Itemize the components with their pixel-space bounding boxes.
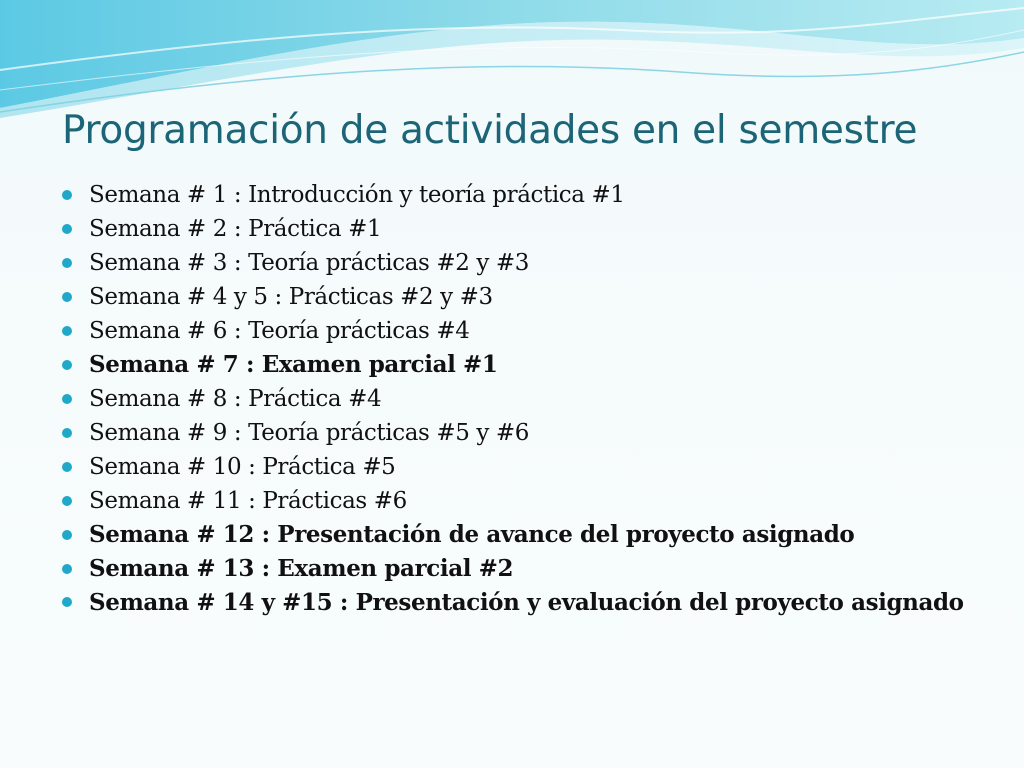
bullet-dot-icon — [62, 224, 72, 234]
bullet-dot-icon — [62, 530, 72, 540]
list-item-text: Semana # 7 : Examen parcial #1 — [89, 351, 498, 378]
bullet-dot-icon — [62, 326, 72, 336]
list-item-text: Semana # 13 : Examen parcial #2 — [89, 555, 514, 582]
list-item — [62, 348, 982, 382]
list-item-text: Semana # 8 : Práctica #4 — [89, 386, 382, 412]
list-item — [62, 280, 982, 314]
bullet-dot-icon — [62, 360, 72, 370]
bullet-dot-icon — [62, 597, 72, 607]
list-item-text: Semana # 14 y #15 : Presentación y evaluación del proyecto asignado — [89, 589, 964, 616]
bullet-dot-icon — [62, 394, 72, 404]
list-item — [62, 552, 982, 586]
list-item-text: Semana # 11 : Prácticas #6 — [89, 488, 407, 514]
list-item-text: Semana # 2 : Práctica #1 — [89, 216, 382, 242]
list-item-text: Semana # 9 : Teoría prácticas #5 y #6 — [89, 420, 529, 446]
bullet-dot-icon — [62, 190, 72, 200]
list-item — [62, 178, 982, 212]
bullet-dot-icon — [62, 258, 72, 268]
list-item — [62, 212, 982, 246]
list-item-text: Semana # 4 y 5 : Prácticas #2 y #3 — [89, 284, 493, 310]
list-item — [62, 382, 982, 416]
list-item — [62, 416, 982, 450]
bullet-dot-icon — [62, 496, 72, 506]
bullet-dot-icon — [62, 462, 72, 472]
list-item-text: Semana # 10 : Práctica #5 — [89, 454, 396, 480]
list-item-text: Semana # 1 : Introducción y teoría práctica #1 — [89, 182, 625, 208]
list-item — [62, 246, 982, 280]
list-item — [62, 314, 982, 348]
list-item-text: Semana # 6 : Teoría prácticas #4 — [89, 318, 470, 344]
bullet-dot-icon — [62, 292, 72, 302]
bullet-dot-icon — [62, 564, 72, 574]
list-item — [62, 450, 982, 484]
bullet-dot-icon — [62, 428, 72, 438]
list-item-text: Semana # 12 : Presentación de avance del proyecto asignado — [89, 521, 855, 548]
list-item-text: Semana # 3 : Teoría prácticas #2 y #3 — [89, 250, 529, 276]
list-item — [62, 518, 982, 552]
list-item — [62, 586, 982, 616]
slide-title: Programación de actividades en el semestre — [62, 108, 918, 153]
activity-list — [62, 178, 982, 616]
list-item — [62, 484, 982, 518]
